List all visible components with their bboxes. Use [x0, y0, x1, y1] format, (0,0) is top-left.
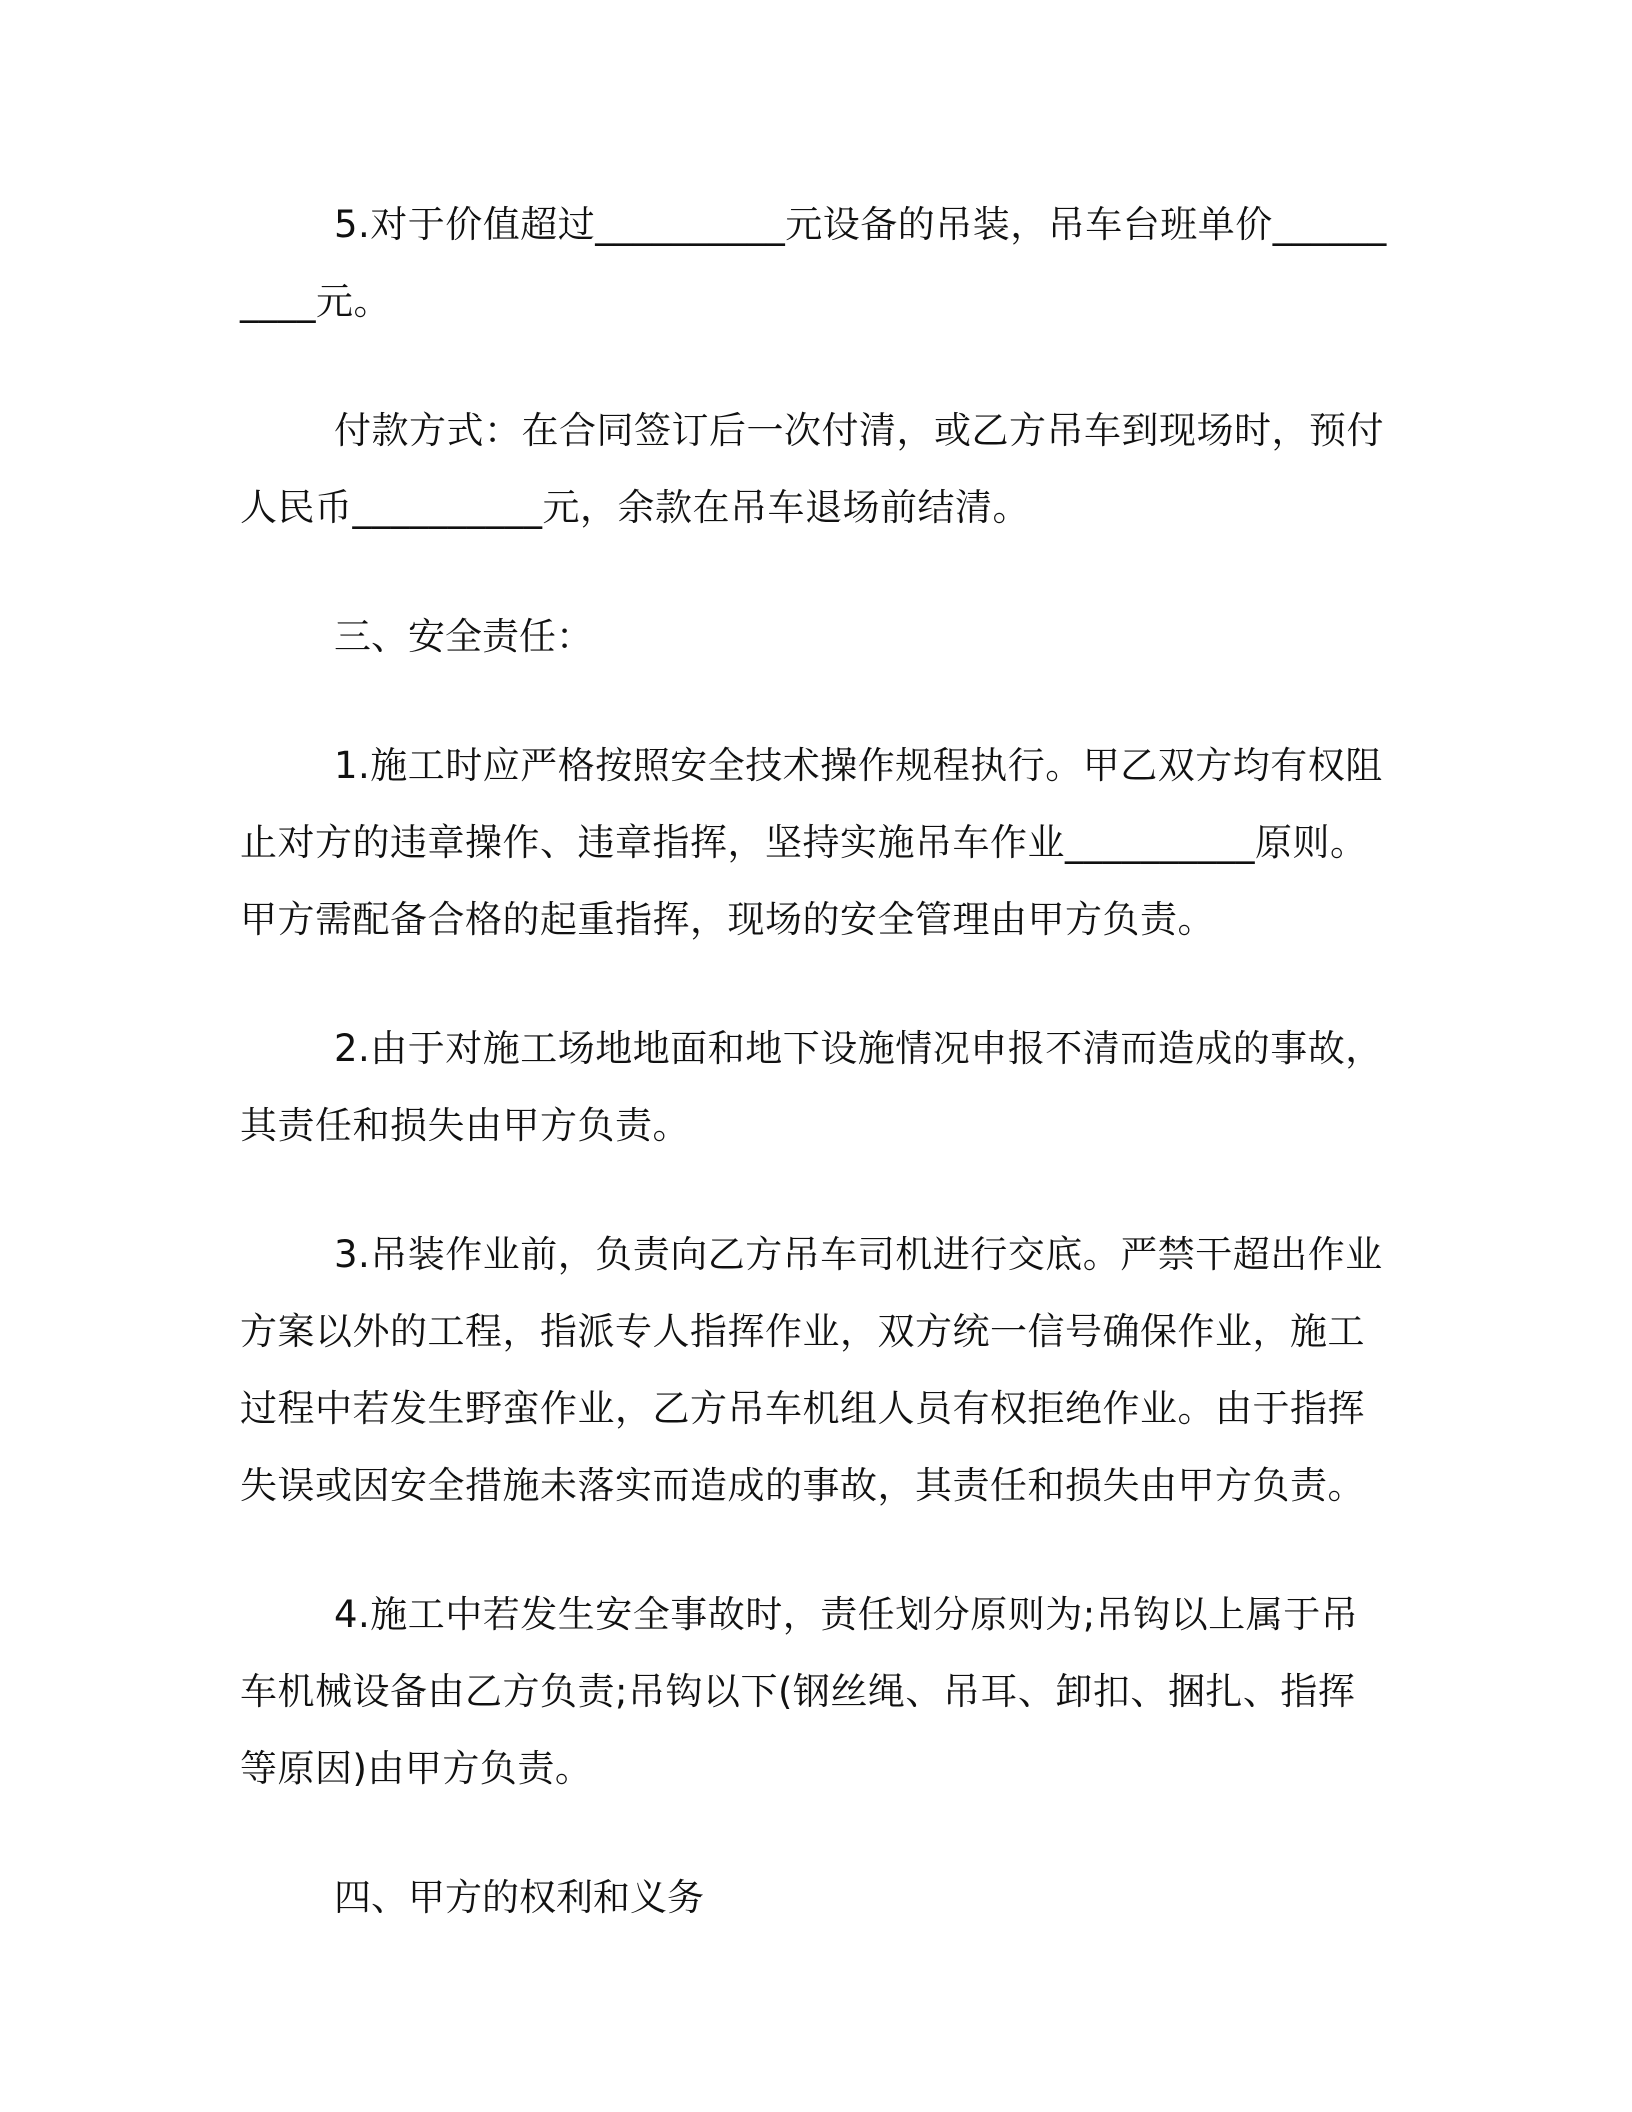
- document-page: [240, 186, 1390, 1988]
- safety-clause-1: 1.施工时应严格按照安全技术操作规程执行。甲乙双方均有权阻止对方的违章操作、违章指挥，坚持实施吊车作业__________原则。甲方需配备合格的起重指挥，现场的安全管理由甲方负责。: [240, 744, 1383, 941]
- payment-method-paragraph: 付款方式：在合同签订后一次付清，或乙方吊车到现场时，预付人民币__________元，余款在吊车退场前结清。: [240, 409, 1384, 529]
- clause-5-price: 5.对于价值超过__________元设备的吊装，吊车台班单价__________元。: [240, 203, 1387, 323]
- safety-clause-2: 2.由于对施工场地地面和地下设施情况申报不清而造成的事故，其责任和损失由甲方负责。: [240, 1027, 1383, 1147]
- section-heading-safety: 三、安全责任：: [334, 615, 593, 658]
- section-heading-party-a-rights: 四、甲方的权利和义务: [334, 1876, 704, 1919]
- safety-clause-4: 4.施工中若发生安全事故时，责任划分原则为;吊钩以上属于吊车机械设备由乙方负责;吊钩以下(钢丝绳、吊耳、卸扣、捆扎、指挥等原因)由甲方负责。: [240, 1593, 1359, 1790]
- safety-clause-3: 3.吊装作业前，负责向乙方吊车司机进行交底。严禁干超出作业方案以外的工程，指派专人指挥作业，双方统一信号确保作业，施工过程中若发生野蛮作业，乙方吊车机组人员有权拒绝作业。由于指挥失误或因安全措施未落实而造成的事故，其责任和损失由甲方负责。: [240, 1233, 1383, 1507]
